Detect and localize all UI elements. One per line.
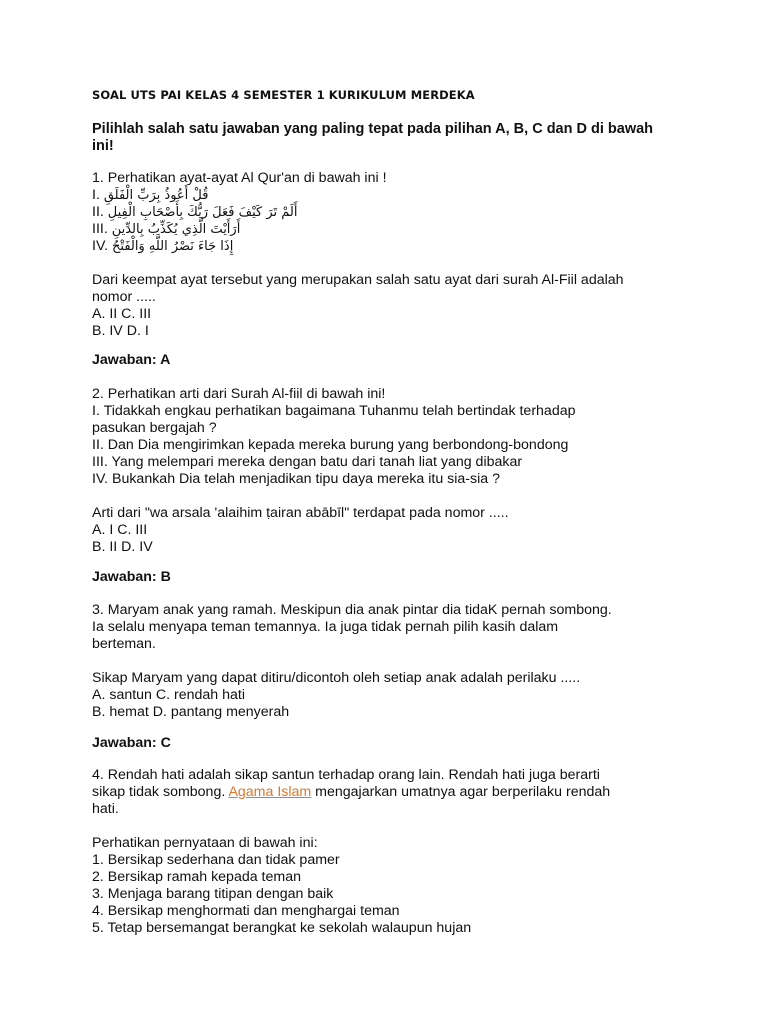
q1-item-3: III. أَرَأَيْتَ الَّذِي يُكَذِّبُ بِالدِّينِ <box>92 221 241 237</box>
question-4 <box>92 767 692 937</box>
q2-item: I. Tidakkah engkau perhatikan bagaimana Tuhanmu telah bertindak terhadap <box>92 403 576 419</box>
agama-islam-link[interactable]: Agama Islam <box>228 784 312 800</box>
q1-prompt: 1. Perhatikan ayat-ayat Al Qur'an di bawah ini ! <box>92 170 387 186</box>
q3-text-line: Ia selalu menyapa teman temannya. Ia juga tidak pernah pilih kasih dalam <box>92 619 559 635</box>
document-title: SOAL UTS PAI KELAS 4 SEMESTER 1 KURIKULUM MERDEKA <box>92 88 475 102</box>
arabic-verse: قُلْ أَعُوذُ بِرَبِّ الْفَلَقِ <box>103 188 209 203</box>
q2-item: pasukan bergajah ? <box>92 420 217 436</box>
q2-prompt: 2. Perhatikan arti dari Surah Al-fiil di bawah ini! <box>92 386 386 402</box>
q4-lead: Perhatikan pernyataan di bawah ini: <box>92 835 318 851</box>
q1-item-2: II. أَلَمْ تَرَ كَيْفَ فَعَلَ رَبُّكَ بِأَصْحَابِ الْفِيلِ <box>92 204 298 220</box>
q1-answer: Jawaban: A <box>92 352 171 368</box>
q4-statement: 2. Bersikap ramah kepada teman <box>92 869 301 885</box>
q2-question: Arti dari "wa arsala 'alaihim ṭairan abābīl" terdapat pada nomor ..... <box>92 505 509 521</box>
q3-options-row-1: A. santun C. rendah hati <box>92 687 246 703</box>
question-2 <box>92 386 692 556</box>
q2-item: IV. Bukankah Dia telah menjadikan tipu daya mereka itu sia-sia ? <box>92 471 500 487</box>
q3-text-line: 3. Maryam anak yang ramah. Meskipun dia anak pintar dia tidaK pernah sombong. <box>92 602 612 618</box>
q4-text-line-3: hati. <box>92 801 119 817</box>
q2-options-row-1: A. I C. III <box>92 522 148 538</box>
q1-options-row-2: B. IV D. I <box>92 323 149 339</box>
q4-statement: 3. Menjaga barang titipan dengan baik <box>92 886 334 902</box>
arabic-verse: أَلَمْ تَرَ كَيْفَ فَعَلَ رَبُّكَ بِأَصْحَابِ الْفِيلِ <box>107 205 298 220</box>
q4-statement: 4. Bersikap menghormati dan menghargai teman <box>92 903 400 919</box>
q2-options-row-2: B. II D. IV <box>92 539 153 555</box>
q1-options-row-1: A. II C. III <box>92 306 152 322</box>
q1-item-1: I. قُلْ أَعُوذُ بِرَبِّ الْفَلَقِ <box>92 187 209 203</box>
instruction-text: Pilihlah salah satu jawaban yang paling tepat pada pilihan A, B, C dan D di bawah ini! <box>92 121 654 154</box>
q2-answer: Jawaban: B <box>92 569 171 585</box>
q3-text-line: berteman. <box>92 636 156 652</box>
q3-answer: Jawaban: C <box>92 735 171 751</box>
question-3 <box>92 602 692 721</box>
question-1 <box>92 170 692 340</box>
q2-item: III. Yang melempari mereka dengan batu dari tanah liat yang dibakar <box>92 454 523 470</box>
q3-question: Sikap Maryam yang dapat ditiru/dicontoh oleh setiap anak adalah perilaku ..... <box>92 670 581 686</box>
q1-item-4: IV. إِذَا جَاءَ نَصْرُ اللَّهِ وَالْفَتْحُ <box>92 238 234 254</box>
q4-statement: 1. Bersikap sederhana dan tidak pamer <box>92 852 340 868</box>
q4-text-line-2: sikap tidak sombong. Agama Islam mengajarkan umatnya agar berperilaku rendah <box>92 784 611 800</box>
q1-question-line-2: nomor ..... <box>92 289 156 305</box>
q3-options-row-2: B. hemat D. pantang menyerah <box>92 704 290 720</box>
q4-statement: 5. Tetap bersemangat berangkat ke sekolah walaupun hujan <box>92 920 472 936</box>
q2-item: II. Dan Dia mengirimkan kepada mereka burung yang berbondong-bondong <box>92 437 569 453</box>
arabic-verse: إِذَا جَاءَ نَصْرُ اللَّهِ وَالْفَتْحُ <box>112 239 234 254</box>
arabic-verse: أَرَأَيْتَ الَّذِي يُكَذِّبُ بِالدِّينِ <box>111 222 241 237</box>
q1-question-line-1: Dari keempat ayat tersebut yang merupakan salah satu ayat dari surah Al-Fiil adalah <box>92 272 624 288</box>
q4-text-line-1: 4. Rendah hati adalah sikap santun terhadap orang lain. Rendah hati juga berarti <box>92 767 600 783</box>
